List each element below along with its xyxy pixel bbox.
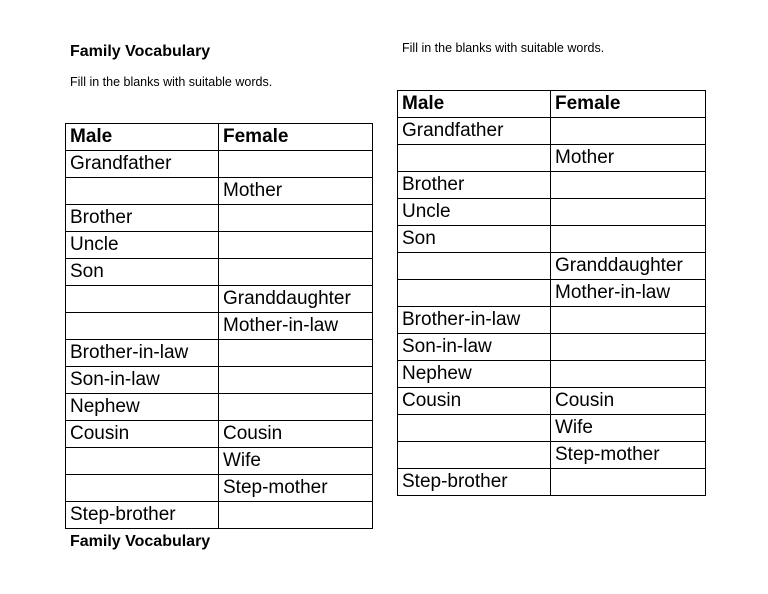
- table-row: [66, 502, 373, 529]
- table-row: [398, 307, 706, 334]
- cell-female: [219, 259, 373, 286]
- cell-male: Son-in-law: [66, 367, 219, 394]
- cell-female: [219, 367, 373, 394]
- table-row: [66, 205, 373, 232]
- table-row: [66, 367, 373, 394]
- header-female: Female: [551, 91, 706, 118]
- table-row: [398, 118, 706, 145]
- cell-female: Wife: [219, 448, 373, 475]
- page-title: Family Vocabulary: [70, 43, 211, 60]
- cell-male: [398, 415, 551, 442]
- header-male: Male: [66, 124, 219, 151]
- instruction-text: Fill in the blanks with suitable words.: [70, 75, 273, 89]
- cell-female: [219, 232, 373, 259]
- cell-male: Grandfather: [66, 151, 219, 178]
- table-row: [398, 280, 706, 307]
- cell-female: Mother: [551, 145, 706, 172]
- cell-female: Cousin: [219, 421, 373, 448]
- table-row: [398, 388, 706, 415]
- table-header-row: [398, 91, 706, 118]
- table-row: [398, 469, 706, 496]
- table-row: [398, 361, 706, 388]
- cell-female: Step-mother: [219, 475, 373, 502]
- cell-male: [66, 475, 219, 502]
- cell-female: [219, 502, 373, 529]
- cell-male: Nephew: [398, 361, 551, 388]
- cell-male: Uncle: [66, 232, 219, 259]
- table-row: [398, 145, 706, 172]
- vocabulary-table-right: [397, 90, 706, 496]
- table-row: [398, 415, 706, 442]
- footer-title: Family Vocabulary: [70, 533, 211, 550]
- cell-male: Brother-in-law: [398, 307, 551, 334]
- cell-female: Granddaughter: [219, 286, 373, 313]
- cell-male: [66, 178, 219, 205]
- cell-male: Brother-in-law: [66, 340, 219, 367]
- cell-male: Brother: [66, 205, 219, 232]
- cell-male: Step-brother: [66, 502, 219, 529]
- table-row: [66, 232, 373, 259]
- cell-female: [551, 307, 706, 334]
- cell-female: [551, 469, 706, 496]
- table-row: [66, 313, 373, 340]
- cell-female: [551, 172, 706, 199]
- cell-male: Uncle: [398, 199, 551, 226]
- instruction-text-right: Fill in the blanks with suitable words.: [402, 41, 605, 55]
- cell-female: [219, 340, 373, 367]
- cell-female: Granddaughter: [551, 253, 706, 280]
- cell-male: [66, 313, 219, 340]
- table-row: [66, 340, 373, 367]
- table-row: [398, 442, 706, 469]
- cell-male: [66, 448, 219, 475]
- table-row: [66, 259, 373, 286]
- cell-male: Cousin: [66, 421, 219, 448]
- cell-male: [66, 286, 219, 313]
- cell-male: Son: [398, 226, 551, 253]
- cell-female: [551, 118, 706, 145]
- cell-female: [219, 151, 373, 178]
- cell-male: [398, 145, 551, 172]
- table-row: [66, 394, 373, 421]
- cell-male: Son: [66, 259, 219, 286]
- cell-male: Step-brother: [398, 469, 551, 496]
- cell-female: Mother-in-law: [551, 280, 706, 307]
- table-row: [66, 421, 373, 448]
- cell-female: [551, 226, 706, 253]
- cell-male: [398, 442, 551, 469]
- table-header-row: [66, 124, 373, 151]
- cell-male: [398, 253, 551, 280]
- header-female: Female: [219, 124, 373, 151]
- cell-female: Wife: [551, 415, 706, 442]
- vocabulary-table-left: [65, 123, 373, 529]
- table-row: [398, 172, 706, 199]
- cell-female: Mother-in-law: [219, 313, 373, 340]
- table-row: [66, 178, 373, 205]
- cell-male: Grandfather: [398, 118, 551, 145]
- table-row: [66, 151, 373, 178]
- table-row: [66, 475, 373, 502]
- cell-female: [551, 199, 706, 226]
- table-row: [398, 334, 706, 361]
- header-male: Male: [398, 91, 551, 118]
- table-row: [398, 226, 706, 253]
- table-row: [66, 448, 373, 475]
- cell-male: Nephew: [66, 394, 219, 421]
- table-row: [398, 253, 706, 280]
- cell-female: Mother: [219, 178, 373, 205]
- table-row: [398, 199, 706, 226]
- cell-female: Cousin: [551, 388, 706, 415]
- table-row: [66, 286, 373, 313]
- cell-female: [551, 361, 706, 388]
- cell-male: Son-in-law: [398, 334, 551, 361]
- cell-female: [219, 205, 373, 232]
- cell-male: Brother: [398, 172, 551, 199]
- cell-female: [551, 334, 706, 361]
- cell-female: [219, 394, 373, 421]
- cell-male: [398, 280, 551, 307]
- cell-male: Cousin: [398, 388, 551, 415]
- cell-female: Step-mother: [551, 442, 706, 469]
